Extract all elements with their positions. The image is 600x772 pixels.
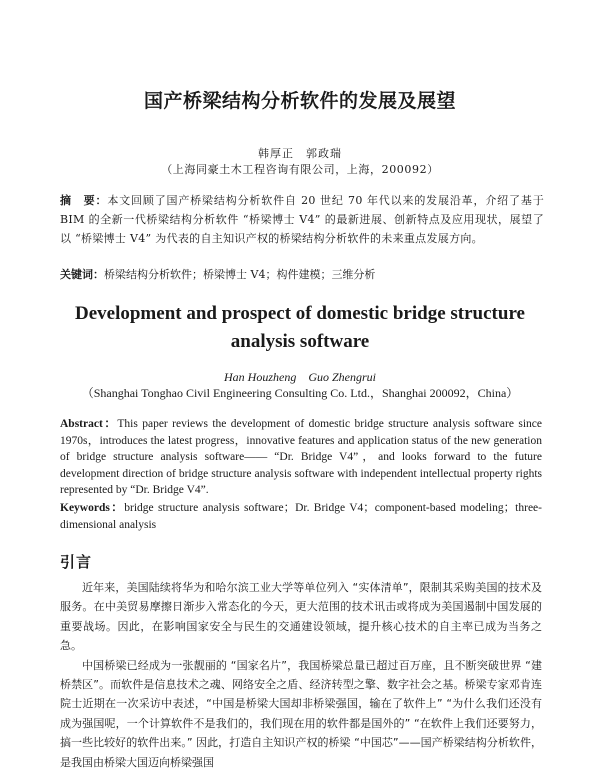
- chinese-keywords: [60, 265, 544, 284]
- english-abstract-label: Abstract：: [60, 418, 118, 430]
- english-authors: Han Houzheng Guo Zhengrui: [224, 370, 376, 384]
- chinese-affiliation: （上海同豪土木工程咨询有限公司，上海，200092）: [161, 163, 439, 176]
- english-keywords-label: Keywords：: [60, 502, 125, 514]
- english-abstract-text: This paper reviews the development of domestic bridge structure analysis software since 1970s，introduces the latest progress，innovative features and application status of the new generation of bridge structure analysis software—— “Dr. Bridge V4”，and looks forward to the future development direction of bridge structure analysis software with independent intellectual property rights represented by “Dr. Bridge V4”.: [60, 418, 542, 496]
- chinese-keywords-label: 关键词：: [60, 268, 104, 281]
- introduction-body: [60, 578, 542, 772]
- chinese-keywords-text: 桥梁结构分析软件；桥梁博士 V4；构件建模；三维分析: [104, 268, 376, 281]
- chinese-title: 国产桥梁结构分析软件的发展及展望: [143, 90, 456, 112]
- chinese-abstract-label: 摘 要：: [60, 194, 108, 207]
- body-paragraph: 中国桥梁已经成为一张靓丽的 “国家名片”，我国桥梁总量已超过百万座，且不断突破世界 “建桥禁区”。而软件是信息技术之魂、网络安全之盾、经济转型之擎、数字社会之基。桥梁专家邓肯连院士近期在一次采访中表述，“中国是桥梁大国却非桥梁强国，输在了软件上” “为什么我们还没有成为强国呢，一个计算软件不是我们的，我们现在用的软件都是国外的” “在软件上我们还要努力，搞一些比较好的软件出来。” 因此，打造自主知识产权的桥梁 “中国芯”——国产桥梁结构分析软件，是我国由桥梁大国迈向桥梁强国: [60, 658, 542, 769]
- english-keywords-text: bridge structure analysis software；Dr. Bridge V4；component-based modeling；three-dimensional analysis: [60, 502, 542, 531]
- chinese-authors: 韩厚正 郭政瑞: [258, 147, 342, 160]
- chinese-abstract: [60, 191, 544, 248]
- body-paragraph: 近年来，美国陆续将华为和哈尔滨工业大学等单位列入 “实体清单”，限制其采购美国的技术及服务。在中美贸易摩擦日渐步入常态化的今天，更大范围的技术讯击或将成为美国遏制中国发展的重要战场。因此，在影响国家安全与民生的交通建设领域，提升核心技术的自主率已成为当务之急。: [60, 581, 542, 653]
- english-keywords: [60, 500, 542, 533]
- section-heading-introduction: 引言: [60, 553, 93, 571]
- english-affiliation: （Shanghai Tonghao Civil Engineering Consulting Co. Ltd.，Shanghai 200092，China）: [81, 386, 519, 400]
- english-abstract: [60, 416, 542, 499]
- english-title: Development and prospect of domestic bridge structure analysis software: [75, 303, 525, 352]
- chinese-abstract-text: 本文回顾了国产桥梁结构分析软件自 20 世纪 70 年代以来的发展沿革，介绍了基于 BIM 的全新一代桥梁结构分析软件 “桥梁博士 V4” 的最新进展、创新特点及应用现状，展望了以 “桥梁博士 V4” 为代表的自主知识产权的桥梁结构分析软件的未来重点发展方向。: [60, 194, 545, 245]
